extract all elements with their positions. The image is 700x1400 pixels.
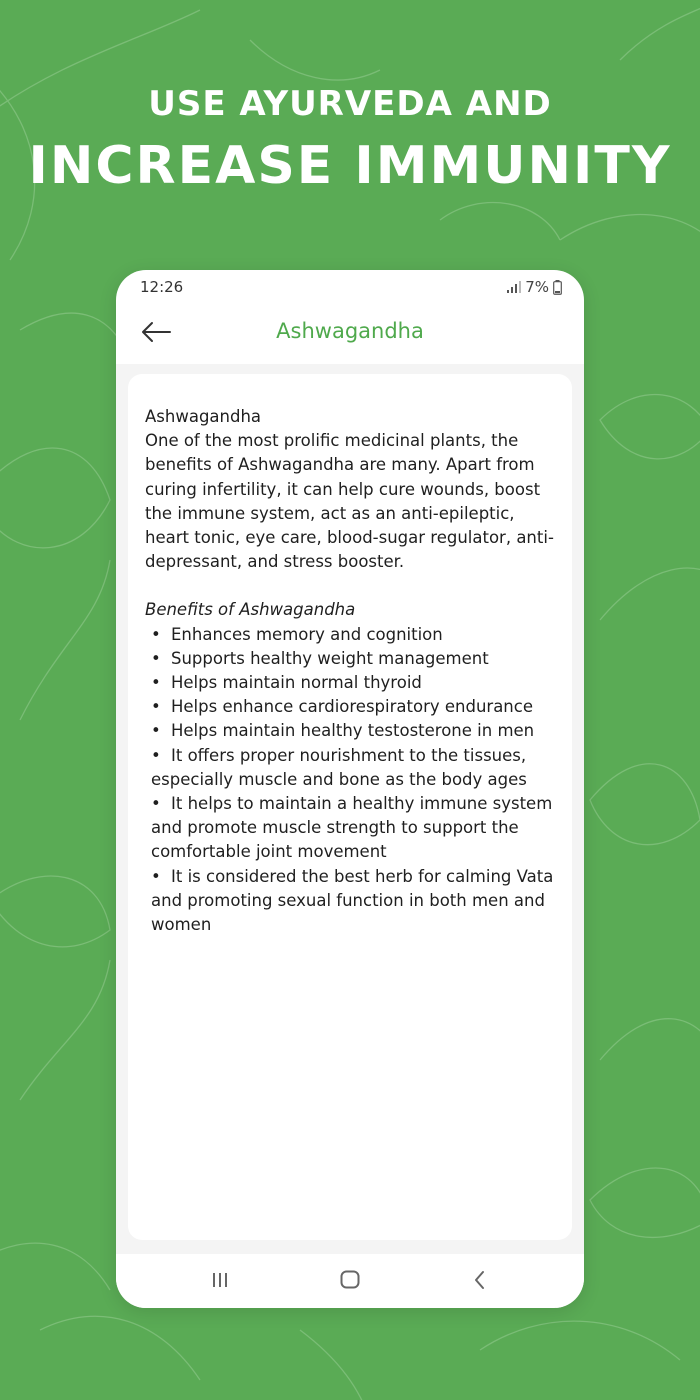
- list-item: [145, 671, 557, 695]
- benefit-text: It is considered the best herb for calming Vata and promoting sexual function in both men and women: [151, 866, 554, 935]
- bullet: •: [151, 866, 161, 886]
- bullet: •: [151, 624, 161, 644]
- chevron-left-icon[interactable]: [466, 1267, 494, 1293]
- bullet: •: [151, 745, 161, 765]
- benefit-text: Supports healthy weight management: [171, 648, 489, 668]
- benefits-list: [145, 623, 557, 938]
- content-area: [116, 364, 584, 1254]
- list-item: [145, 744, 557, 792]
- signal-icon: [507, 281, 521, 293]
- list-item: [145, 647, 557, 671]
- list-item: [145, 865, 557, 938]
- status-indicators: [507, 278, 562, 296]
- article-card: [128, 374, 572, 1240]
- benefit-text: Helps enhance cardiorespiratory endurance: [171, 697, 533, 717]
- home-icon[interactable]: [336, 1267, 364, 1293]
- phone-screen: [116, 270, 584, 1308]
- bullet: •: [151, 648, 161, 668]
- system-nav-bar: [116, 1254, 584, 1308]
- bullet: •: [151, 697, 161, 717]
- benefit-text: Enhances memory and cognition: [171, 624, 443, 644]
- benefit-text: Helps maintain normal thyroid: [171, 673, 422, 693]
- article-body: [145, 405, 557, 937]
- list-item: [145, 719, 557, 743]
- list-item: [145, 695, 557, 719]
- bullet: •: [151, 794, 161, 814]
- app-bar: [116, 306, 584, 362]
- battery-icon: [553, 280, 562, 295]
- status-bar: [116, 270, 584, 306]
- promo-headline-line1: USE AYURVEDA AND: [148, 84, 552, 124]
- article-heading: Ashwagandha: [145, 407, 262, 426]
- benefit-text: It helps to maintain a healthy immune system and promote muscle strength to support the comfortable joint movement: [151, 794, 553, 862]
- benefit-text: It offers proper nourishment to the tissues, especially muscle and bone as the body ages: [151, 745, 527, 789]
- battery-percent: 7%: [525, 278, 549, 296]
- list-item: [145, 792, 557, 865]
- status-time: 12:26: [140, 278, 184, 296]
- article-intro: One of the most prolific medicinal plants, the benefits of Ashwagandha are many. Apart from curing infertility, it can help cure wounds, boost the immune system, act as an anti-epileptic, heart tonic, eye care, blood-sugar regulator, anti-depressant, and stress booster.: [145, 431, 554, 572]
- benefit-text: Helps maintain healthy testosterone in men: [171, 721, 535, 741]
- promo-headline-line2: INCREASE IMMUNITY: [28, 136, 672, 196]
- benefits-heading: Benefits of Ashwagandha: [145, 600, 356, 620]
- bullet: •: [151, 721, 161, 741]
- recents-icon[interactable]: [206, 1267, 234, 1293]
- bullet: •: [151, 673, 161, 693]
- list-item: [145, 623, 557, 647]
- page-title: Ashwagandha: [276, 319, 424, 343]
